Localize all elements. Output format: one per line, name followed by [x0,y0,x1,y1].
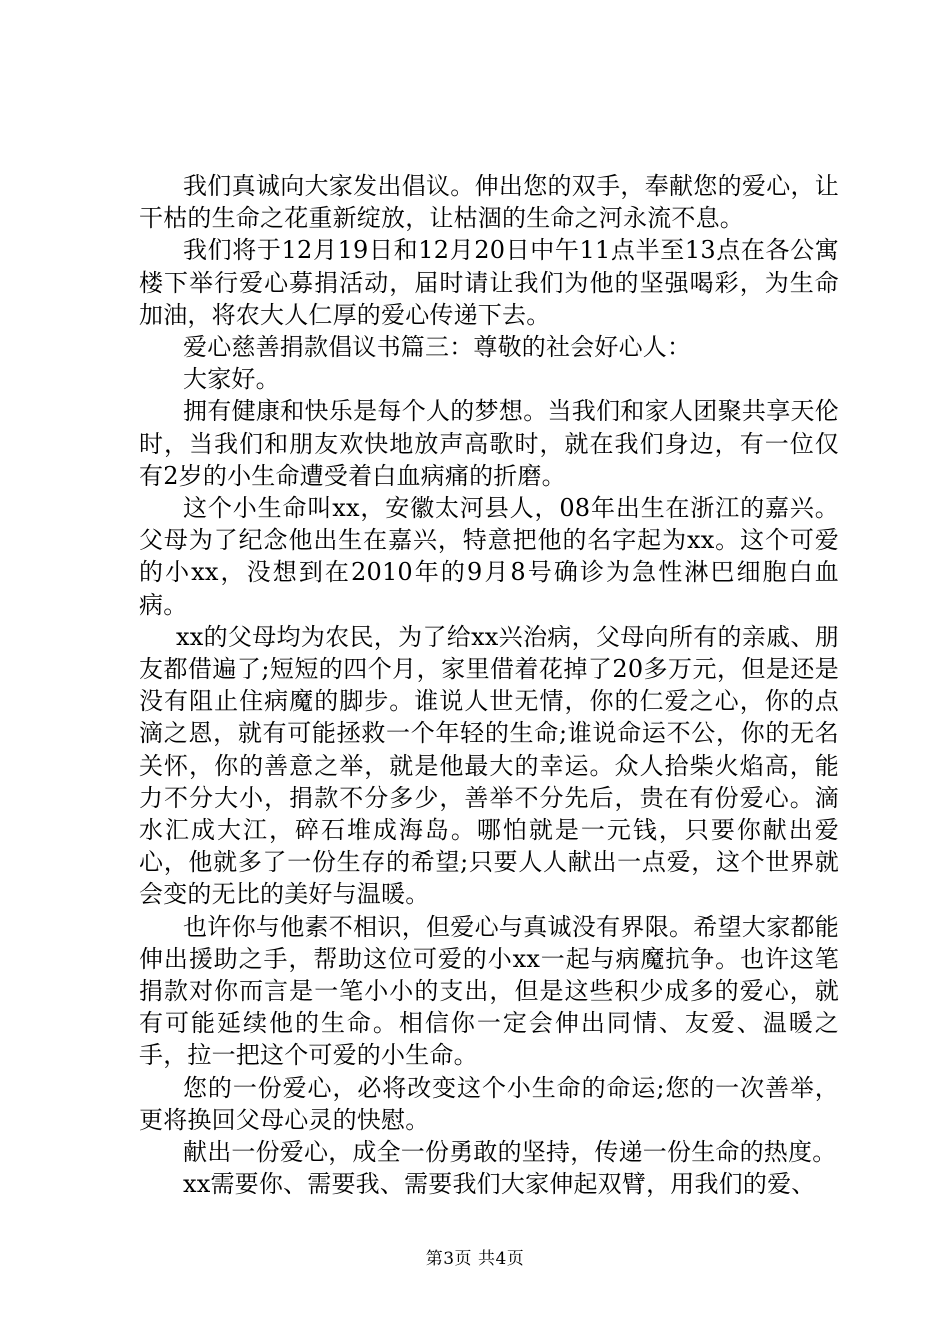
paragraph-1: 我们真诚向大家发出倡议。伸出您的双手，奉献您的爱心，让干枯的生命之花重新绽放，让枯涸的生命之河永流不息。 [139,172,839,233]
paragraph-11: xx需要你、需要我、需要我们大家伸起双臂，用我们的爱、 [183,1170,816,1199]
paragraph-3: 爱心慈善捐款倡议书篇三：尊敬的社会好心人： [183,333,692,362]
paragraph-4: 大家好。 [183,365,280,394]
paragraph-9: 您的一份爱心，必将改变这个小生命的命运;您的一次善举，更将换回父母心灵的快慰。 [139,1073,839,1134]
paragraph-2: 我们将于12月19日和12月20日中午11点半至13点在各公寓楼下举行爱心募捐活动，届时请让我们为他的坚强喝彩，为生命加油，将农大人仁厚的爱心传递下去。 [139,236,839,329]
page-footer: 第3页 共4页 [425,1249,525,1269]
paragraph-10: 献出一份爱心，成全一份勇敢的坚持，传递一份生命的热度。 [183,1138,837,1167]
paragraph-7: xx的父母均为农民，为了给xx兴治病，父母向所有的亲戚、朋友都借遍了;短短的四个月，家里借着花掉了20多万元，但是还是没有阻止住病魔的脚步。谁说人世无情，你的仁爱之心，你的点滴之恩，就有可能拯救一个年轻的生命;谁说命运不公，你的无名关怀，你的善意之举，就是他最大的幸运。众人拾柴火焰高，能力不分大小，捐款不分多少，善举不分先后，贵在有份爱心。滴水汇成大江，碎石堆成海岛。哪怕就是一元钱，只要你献出爱心，他就多了一份生存的希望;只要人人献出一点爱，这个世界就会变的无比的美好与温暖。 [139,622,839,909]
document-body [139,170,839,1201]
paragraph-6: 这个小生命叫xx，安徽太河县人，08年出生在浙江的嘉兴。父母为了纪念他出生在嘉兴，特意把他的名字起为xx。这个可爱的小xx，没想到在2010年的9月8号确诊为急性淋巴细胞白血病。 [139,494,839,619]
paragraph-8: 也许你与他素不相识，但爱心与真诚没有界限。希望大家都能伸出援助之手，帮助这位可爱的小xx一起与病魔抗争。也许这笔捐款对你而言是一笔小小的支出，但是这些积少成多的爱心，就有可能延续他的生命。相信你一定会伸出同情、友爱、温暖之手，拉一把这个可爱的小生命。 [139,912,839,1070]
paragraph-5: 拥有健康和快乐是每个人的梦想。当我们和家人团聚共享天伦时，当我们和朋友欢快地放声高歌时，就在我们身边，有一位仅有2岁的小生命遭受着白血病痛的折磨。 [139,397,839,490]
